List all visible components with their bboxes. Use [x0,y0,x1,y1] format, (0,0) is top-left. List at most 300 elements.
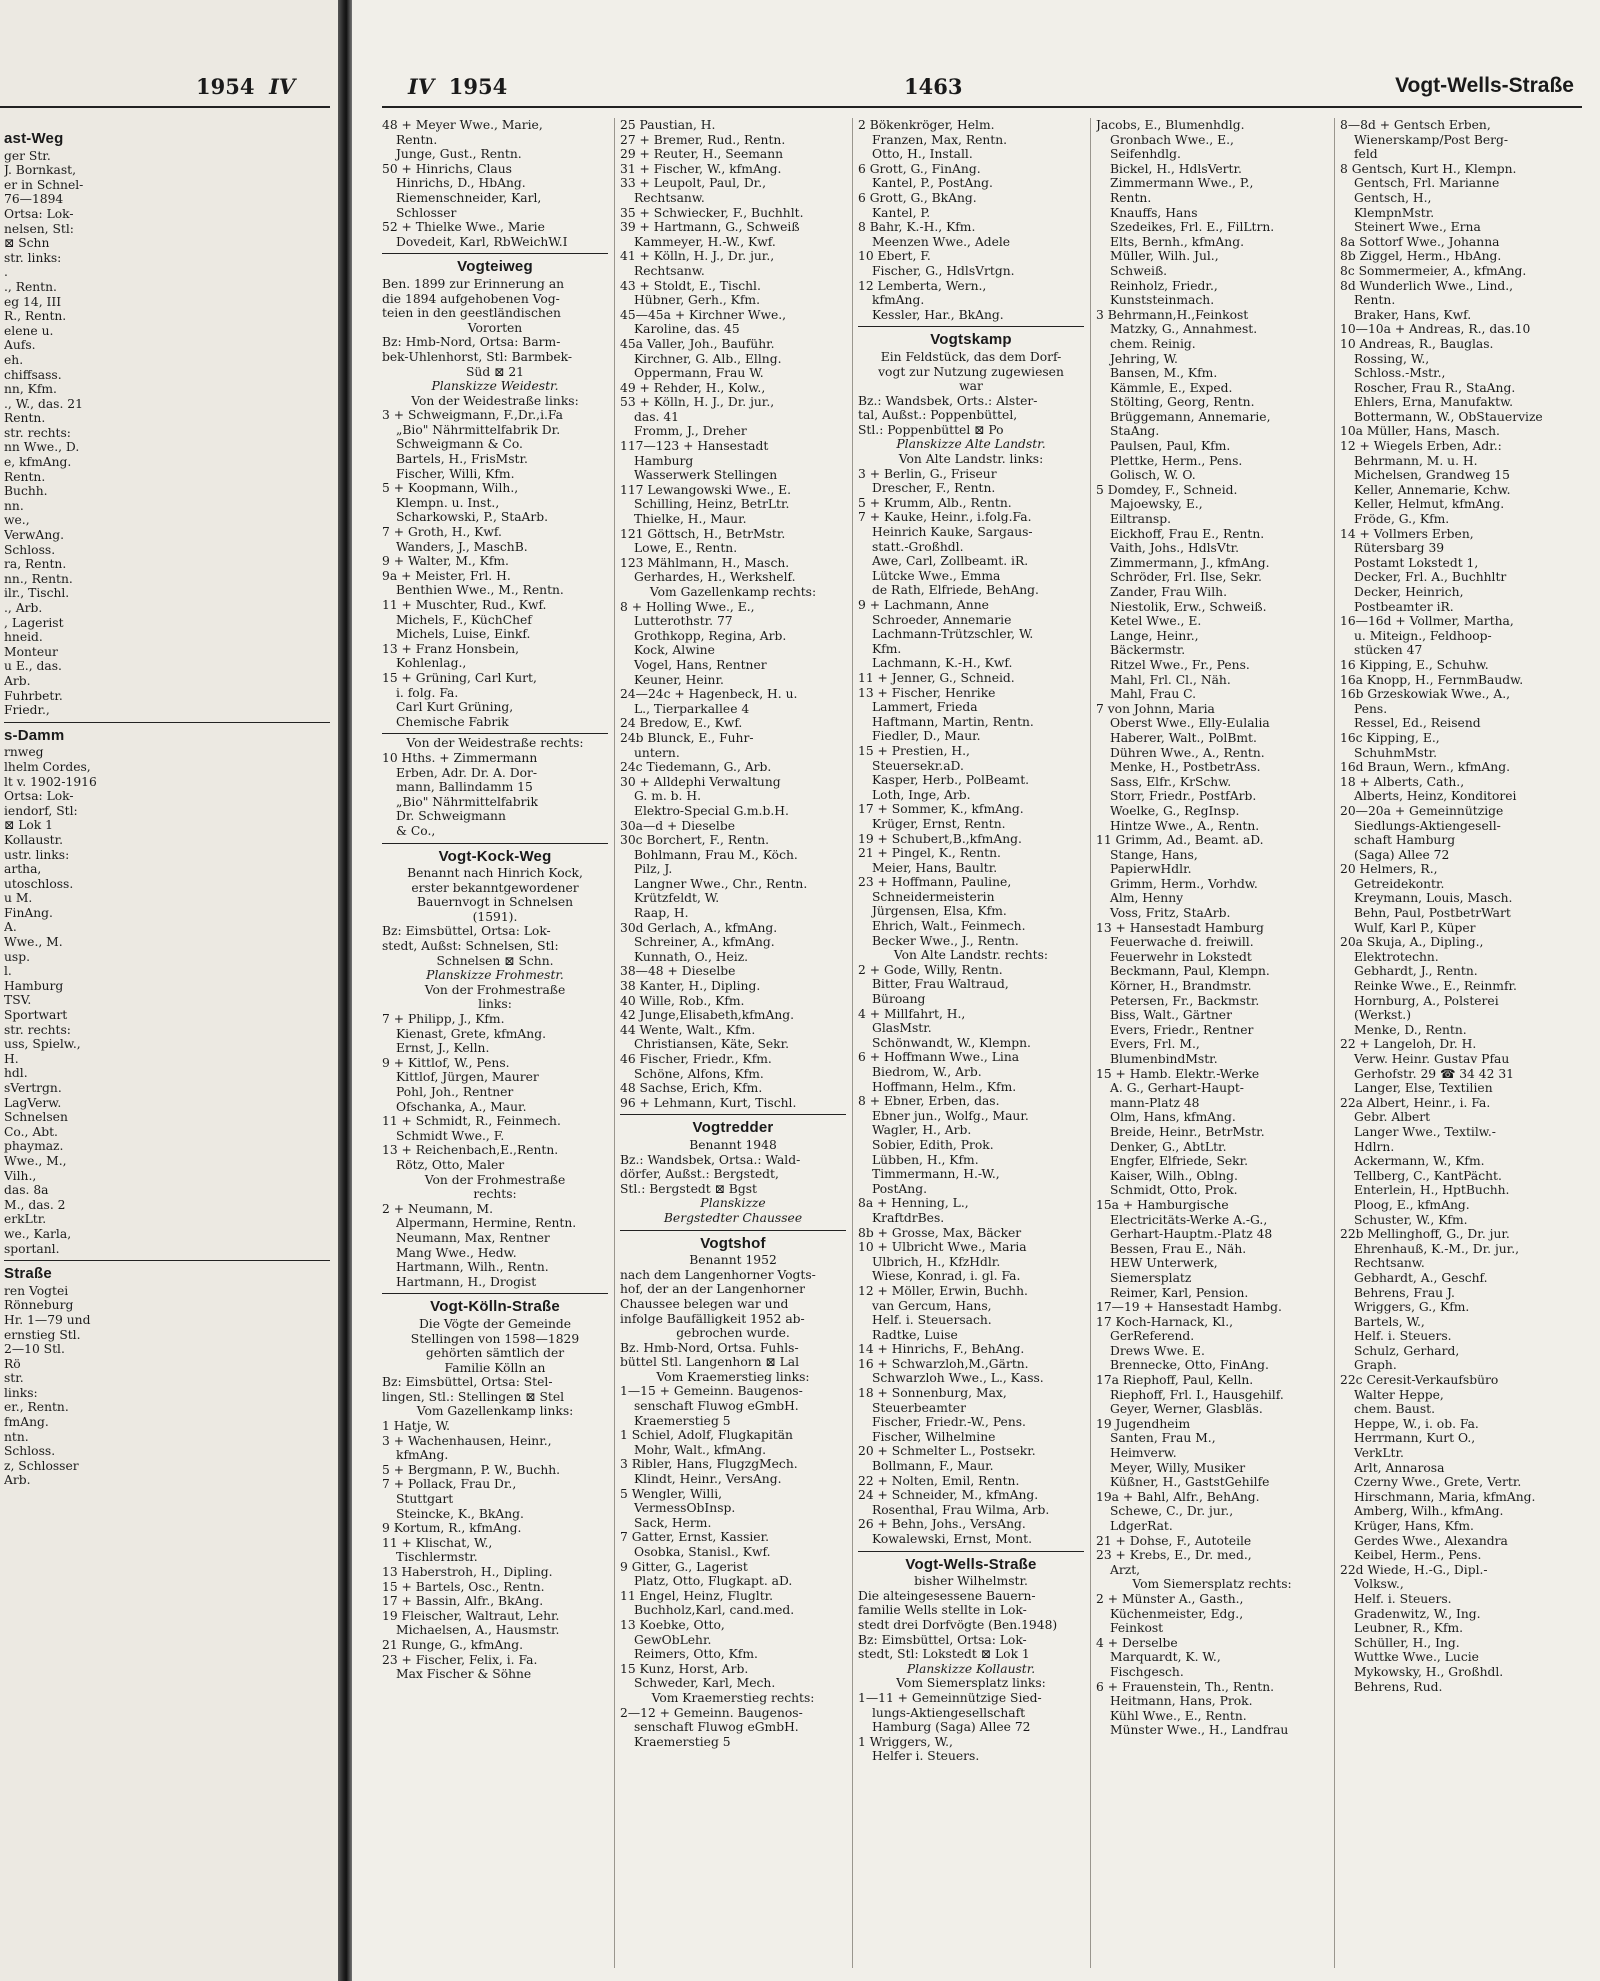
directory-line: 24c Tiedemann, G., Arb. [620,760,772,775]
directory-line: SchuhmMstr. [1354,745,1438,760]
directory-line: Vom Kraemerstieg links: [656,1369,810,1384]
directory-line: Wanders, J., MaschB. [396,539,528,554]
directory-line: 19 Fleischer, Waltraut, Lehr. [382,1608,560,1623]
directory-line: 21 Runge, G., kfmAng. [382,1637,523,1652]
directory-line: 7 + Kauke, Heinr., i.folg.Fa. [858,510,1032,525]
directory-line: 23 + Fischer, Felix, i. Fa. [382,1652,538,1667]
directory-line: Planskizze Alte Landstr. [896,437,1046,452]
directory-line: Feinkost [1110,1621,1164,1636]
directory-line: Rentn. [1354,293,1396,308]
directory-line: Behrens, Frau J. [1354,1285,1455,1300]
directory-line: 13 Koebke, Otto, [620,1617,725,1632]
directory-line: Fuhrbetr. [4,688,63,703]
directory-line: Fischer, Friedr.-W., Pens. [872,1415,1026,1430]
directory-line: Dovedeit, Karl, RbWeichW.I [396,234,568,249]
directory-line: 10 Andreas, R., Bauglas. [1340,336,1494,351]
directory-line: Ehrich, Walt., Feinmech. [872,919,1026,934]
directory-line: 30c Borchert, F., Rentn. [620,833,770,848]
directory-line: VerwAng. [4,528,65,543]
directory-line: 24—24c + Hagenbeck, H. u. [620,687,798,702]
directory-line: 6 Grott, G., BkAng. [858,190,977,205]
directory-line: Gerhofstr. 29 ☎ 34 42 31 [1354,1066,1514,1081]
directory-line: 10 Ebert, F. [858,249,931,264]
directory-line: 5 Domdey, F., Schneid. [1096,482,1238,497]
directory-line: 19 + Schubert,B.,kfmAng. [858,831,1022,846]
directory-line: Sobier, Edith, Prok. [872,1137,994,1152]
left-page-column [4,126,330,1981]
directory-line: Vom Siemersplatz rechts: [1132,1577,1292,1592]
directory-line: ., W., das. 21 [4,396,83,411]
directory-line: Rentn. [396,132,438,147]
directory-line: links: [4,1385,38,1400]
directory-line: Scharkowski, P., StaArb. [396,510,549,525]
directory-line: u E., das. [4,659,62,674]
directory-line: feld [1354,147,1378,162]
directory-line: Czerny Wwe., Grete, Vertr. [1354,1475,1522,1490]
directory-line: Postamt Lokstedt 1, [1354,555,1479,570]
directory-line: hneid. [4,630,43,645]
directory-line: stücken 47 [1354,643,1423,658]
directory-line: Müller, Wilh. Jul., [1110,249,1219,264]
directory-line: infolge Baufälligkeit 1952 ab- [620,1311,805,1326]
directory-line: Die alteingesessene Bauern- [858,1588,1036,1603]
directory-line: 7 von Johnn, Maria [1096,701,1215,716]
directory-line: 30 + Alldephi Verwaltung [620,774,781,789]
directory-line: Fischer, Willi, Kfm. [396,466,515,481]
directory-line: 30d Gerlach, A., kfmAng. [620,920,778,935]
directory-line: Vilh., [4,1168,37,1183]
directory-line: Gebhardt, J., Rentn. [1354,964,1478,979]
directory-line: das. 8a [4,1183,49,1198]
directory-line: 17 Koch-Harnack, Kl., [1096,1314,1234,1329]
directory-line: TSV. [4,993,32,1008]
directory-line: vogt zur Nutzung zugewiesen [878,364,1064,379]
directory-line: Breide, Heinr., BetrMstr. [1110,1124,1265,1139]
directory-line: 35 + Schwiecker, F., Buchhlt. [620,205,804,220]
directory-line: Otto, H., Install. [872,147,973,162]
directory-line: Lachmann, K.-H., Kwf. [872,656,1013,671]
directory-line: Kunnath, O., Heiz. [634,949,749,964]
directory-line: Schweigmann & Co. [396,437,523,452]
directory-line: Helfer i. Steuers. [872,1749,980,1764]
directory-line: 21 + Pingel, K., Rentn. [858,846,1001,861]
directory-line: phaymaz. [4,1139,64,1154]
directory-line: Beckmann, Paul, Klempn. [1110,964,1270,979]
directory-line: 24b Blunck, E., Fuhr- [620,730,754,745]
directory-line: Ulbrich, H., KfzHdlr. [872,1254,1001,1269]
directory-line: Elektrotechn. [1354,949,1439,964]
directory-line: , Lagerist [4,615,64,630]
directory-line: Bz.: Wandsbek, Orts.: Alster- [858,393,1038,408]
directory-line: Hinrichs, D., HbAng. [396,176,526,191]
column-separator [614,118,615,1968]
directory-line: KlempnMstr. [1354,205,1435,220]
directory-line: Drews Wwe. E. [1110,1343,1205,1358]
street-heading: Vogt-Wells-Straße [905,1555,1037,1573]
directory-line: 2—12 + Gemeinn. Baugenos- [620,1705,803,1720]
directory-line: Lammert, Frieda [872,700,978,715]
directory-line: Heitmann, Hans, Prok. [1110,1694,1253,1709]
directory-line: Stuttgart [396,1492,454,1507]
directory-line: 13 + Franz Honsbein, [382,641,520,656]
directory-line: Kienast, Grete, kfmAng. [396,1026,546,1041]
directory-line: Bz: Eimsbüttel, Ortsa: Lok- [858,1632,1027,1647]
directory-line: senschaft Fluwog eGmbH. [634,1399,799,1414]
directory-line: 1 Hatje, W. [382,1419,451,1434]
directory-line: Plettke, Herm., Pens. [1110,453,1243,468]
directory-line: Rechtsanw. [634,263,705,278]
directory-line: FinAng. [4,905,53,920]
directory-line: gebrochen wurde. [676,1326,790,1341]
directory-line: Schlosser [396,205,457,220]
book-gutter [338,0,352,1981]
directory-line: 24 + Schneider, M., kfmAng. [858,1488,1039,1503]
directory-line: Langner Wwe., Chr., Rentn. [634,876,808,891]
directory-line: 3 Ribler, Hans, FlugzgMech. [620,1457,798,1472]
column-separator [1090,118,1091,1968]
section-rule [4,1260,330,1261]
directory-line: 50 + Hinrichs, Claus [382,161,512,176]
directory-line: 17 + Sommer, K., kfmAng. [858,802,1024,817]
directory-line: mann, Ballindamm 15 [396,780,533,795]
directory-line: 1 Schiel, Adolf, Flugkapitän [620,1428,793,1443]
directory-line: 11 + Jenner, G., Schneid. [858,670,1015,685]
directory-line: Braker, Hans, Kwf. [1354,307,1472,322]
directory-line: Bickel, H., HdlsVertr. [1110,161,1242,176]
directory-line: 16a Knopp, H., FernmBaudw. [1340,672,1524,687]
directory-line: dörfer, Außst.: Bergstedt, [620,1167,779,1182]
directory-line: Chemische Fabrik [396,714,509,729]
section-rule [858,1551,1084,1552]
directory-line: R., Rentn. [4,309,67,324]
directory-line: Platz, Otto, Flugkapt. aD. [634,1574,793,1589]
directory-line: Wwe., M. [4,935,63,950]
directory-line: Helf. i. Steuers. [1354,1329,1452,1344]
directory-line: 3 + Wachenhausen, Heinr., [382,1433,552,1448]
directory-line: eh. [4,352,24,367]
directory-line: Volksw., [1354,1577,1404,1592]
directory-line: Osobka, Stanisl., Kwf. [634,1545,771,1559]
directory-line: 117 Lewangowski Wwe., E. [620,482,792,497]
directory-line: 20a Skuja, A., Dipling., [1340,935,1484,950]
directory-line: Bz: Eimsbüttel, Ortsa: Lok- [382,924,551,939]
directory-line: Tischlermstr. [396,1550,478,1565]
directory-line: Feuerwache d. freiwill. [1110,935,1254,950]
directory-line: 22c Ceresit-Verkaufsbüro [1340,1373,1499,1388]
directory-line: Kittlof, Jürgen, Maurer [396,1070,539,1085]
directory-line: 31 + Fischer, W., kfmAng. [620,161,782,176]
directory-line: 10a Müller, Hans, Masch. [1340,424,1500,439]
directory-line: Mohr, Walt., kfmAng. [634,1442,767,1457]
directory-line: Krützfeldt, W. [634,891,720,906]
directory-line: Leubner, R., Kfm. [1354,1621,1464,1636]
directory-line: 8—8d + Gentsch Erben, [1340,118,1491,132]
directory-line: KraftdrBes. [872,1210,945,1225]
directory-line: Arb. [4,673,31,688]
directory-line: nn., Rentn. [4,571,73,586]
directory-line: 5 Wengler, Willi, [620,1486,723,1501]
directory-line: 6 Grott, G., FinAng. [858,161,981,176]
directory-line: Menke, D., Rentn. [1354,1022,1467,1037]
directory-line: Evers, Frl. M., [1110,1037,1200,1052]
directory-line: er., Rentn. [4,1400,69,1415]
directory-line: (Werkst.) [1354,1008,1411,1023]
directory-line: 13 + Hansestadt Hamburg [1096,920,1264,935]
directory-line: 42 Junge,Elisabeth,kfmAng. [620,1008,795,1023]
section-rule [382,733,608,734]
directory-line: Vom Gazellenkamp links: [416,1404,574,1419]
directory-line: Bz: Hmb-Nord, Ortsa: Barm- [382,335,561,350]
directory-line: Karoline, das. 45 [634,322,740,337]
directory-line: Mahl, Frl. Cl., Näh. [1110,672,1231,687]
directory-line: untern. [634,745,680,760]
directory-line: Behrmann, M. u. H. [1354,453,1478,468]
directory-line: Wagler, H., Arb. [872,1123,972,1138]
directory-line: war [959,379,983,394]
directory-line: Alberts, Heinz, Konditorei [1354,789,1517,804]
directory-line: Lachmann-Trützschler, W. [872,627,1034,642]
directory-line: Engfer, Elfriede, Sekr. [1110,1154,1249,1169]
directory-line: 2 Bökenkröger, Helm. [858,118,995,132]
directory-line: elene u. [4,323,54,338]
running-title: Vogt-Wells-Straße [1395,74,1574,97]
directory-line: Electricitäts-Werke A.-G., [1110,1212,1268,1227]
directory-line: Steincke, K., BkAng. [396,1506,524,1521]
column-separator [852,118,853,1968]
directory-line: 14 + Vollmers Erben, [1340,526,1474,541]
directory-line: L., Tierparkallee 4 [634,701,750,716]
directory-line: Grimm, Herm., Vorhdw. [1110,876,1258,891]
directory-line: Friedr., [4,703,50,718]
directory-line: 5 + Koopmann, Wilh., [382,481,519,496]
directory-line: er in Schnel- [4,177,84,192]
street-heading: s-Damm [4,726,65,744]
directory-line: Tellberg, C., KantPächt. [1354,1168,1502,1183]
directory-line: Oppermann, Frau W. [634,366,764,381]
directory-line: i. folg. Fa. [396,685,459,700]
directory-line: teien in den geestländischen [382,306,561,321]
directory-line: 4 + Millfahrt, H., [858,1006,966,1021]
directory-line: 15 + Grüning, Carl Kurt, [382,670,537,685]
directory-line: Keuner, Heinr. [634,672,724,687]
directory-line: Alpermann, Hermine, Rentn. [396,1216,577,1231]
directory-line: Schneidermeisterin [872,889,995,904]
directory-line: die 1894 aufgehobenen Vog- [382,291,560,306]
directory-line: Kasper, Herb., PolBeamt. [872,773,1030,788]
directory-line: 17 + Bassin, Alfr., BkAng. [382,1594,544,1609]
directory-line: str. rechts: [4,1022,71,1037]
directory-line: Vom Gazellenkamp rechts: [649,585,817,599]
directory-line: Erben, Adr. Dr. A. Dor- [396,765,538,780]
directory-line: Arlt, Annarosa [1354,1460,1445,1475]
directory-line: 15 + Bartels, Osc., Rentn. [382,1579,545,1594]
directory-line: Bessen, Frau E., Näh. [1110,1241,1247,1256]
directory-line: 17—19 + Hansestadt Hambg. [1096,1300,1282,1315]
directory-line: BlumenbindMstr. [1110,1052,1218,1066]
directory-line: 45—45a + Kirchner Wwe., [620,307,787,322]
directory-line: 15 + Prestien, H., [858,743,970,758]
directory-line: Bottermann, W., ObStauervize [1354,409,1543,424]
directory-line: Riephoff, Frl. I., Hausgehilf. [1110,1387,1284,1402]
directory-line: Dühren Wwe., A., Rentn. [1110,745,1265,760]
directory-line: 13 + Reichenbach,E.,Rentn. [382,1143,559,1158]
directory-line: Lütcke Wwe., Emma [872,568,1001,583]
directory-line: Michels, Luise, Einkf. [396,627,531,642]
directory-line: Keller, Helmut, kfmAng. [1354,497,1505,512]
directory-line: Wuttke Wwe., Lucie [1354,1650,1479,1665]
directory-line: Riemenschneider, Karl, [396,190,542,205]
directory-line: Pilz, J. [634,862,673,877]
directory-line: Benthien Wwe., M., Rentn. [396,583,564,598]
directory-line: Fröde, G., Kfm. [1354,512,1450,527]
directory-line: 5 + Bergmann, P. W., Buchh. [382,1462,561,1477]
directory-line: Ein Feldstück, das dem Dorf- [880,349,1062,364]
directory-line: 33 + Leupolt, Paul, Dr., [620,176,767,191]
right-year: 1954 [448,74,508,99]
directory-line: Kaiser, Wilh., Oblng. [1110,1168,1238,1183]
directory-line: 52 + Thielke Wwe., Marie [382,220,545,235]
section-rule [620,1230,846,1231]
directory-line: Fischgesch. [1110,1664,1184,1679]
directory-line: Rentn. [4,469,46,484]
directory-line: Meenzen Wwe., Adele [872,234,1011,249]
directory-line: Siemersplatz [1110,1270,1192,1285]
directory-line: Planskizze Weidestr. [431,379,559,394]
directory-line: Fischer, G., HdlsVrtgn. [872,263,1015,278]
directory-line: 16d Braun, Wern., kfmAng. [1340,760,1511,775]
directory-line: Ben. 1899 zur Erinnerung an [382,276,565,291]
directory-line: ustr. links: [4,847,70,862]
directory-line: 8d Wunderlich Wwe., Lind., [1340,278,1514,293]
directory-line: Rosenthal, Frau Wilma, Arb. [872,1502,1050,1517]
directory-line: 17a Riephoff, Paul, Kelln. [1096,1373,1254,1388]
directory-line: Rentn. [4,411,46,426]
directory-line: 11 + Schmidt, R., Feinmech. [382,1114,561,1129]
directory-line: Geyer, Werner, Glasbläs. [1110,1402,1263,1417]
directory-line: 20—20a + Gemeinnützige [1340,803,1504,818]
section-rule [382,253,608,254]
directory-line: nn Wwe., D. [4,440,80,455]
directory-line: 8 + Ebner, Erben, das. [858,1094,1000,1109]
directory-line: 8 Bahr, K.-H., Kfm. [858,220,976,235]
directory-line: Rö [4,1356,21,1371]
directory-line: 15a + Hamburgische [1096,1197,1229,1212]
directory-line: Vaith, Johs., HdlsVtr. [1110,541,1240,556]
directory-line: Roscher, Frau R., StaAng. [1354,380,1516,395]
directory-line: StaAng. [1110,424,1160,439]
directory-line: Kraemerstieg 5 [634,1413,731,1428]
directory-line: familie Wells stellte in Lok- [858,1603,1027,1618]
directory-line: 26 + Behn, Johs., VersAng. [858,1517,1026,1532]
column-separator [1334,118,1335,1968]
directory-line: . [4,265,8,280]
directory-line: Timmermann, H.-W., [872,1167,1000,1182]
directory-line: Verw. Heinr. Gustav Pfau [1354,1052,1510,1066]
directory-line: Biedrom, W., Arb. [872,1065,982,1079]
directory-line: Kunststeinmach. [1110,293,1215,308]
directory-line: 20 Helmers, R., [1340,862,1438,877]
directory-line: Buchh. [4,484,48,499]
directory-line: Menke, H., PostbetrAss. [1110,760,1261,775]
directory-line: 21 + Dohse, F., Autoteile [1096,1533,1252,1548]
directory-line: 8b Ziggel, Herm., HbAng. [1340,249,1502,264]
directory-line: Küßner, H., GaststGehilfe [1110,1475,1270,1490]
directory-line: Ehrenhauß, K.-M., Dr. jur., [1354,1241,1520,1256]
directory-line: LagVerw. [4,1095,62,1110]
right-page-header-left [408,74,507,99]
directory-line: 25 Paustian, H. [620,118,716,132]
page-number: 1463 [904,74,963,99]
directory-line: Bz. Hmb-Nord, Ortsa. Fuhls- [620,1340,799,1355]
directory-line: Münster Wwe., H., Landfrau [1110,1723,1289,1738]
directory-line: Bitter, Frau Waltraud, [872,977,1009,992]
street-heading: Vogtredder [692,1119,774,1137]
directory-line: rnweg [4,745,44,760]
directory-line: 22d Wiede, H.-G., Dipl.- [1340,1562,1488,1577]
directory-line: Meier, Hans, Baultr. [872,860,998,875]
directory-line: 7 Gatter, Ernst, Kassier. [620,1530,770,1545]
directory-line: Hr. 1—79 und [4,1312,91,1327]
directory-line: 44 Wente, Walt., Kfm. [620,1022,756,1037]
directory-line: Schulz, Gerhard, [1354,1343,1460,1358]
directory-line: u. Miteign., Feldhoop- [1354,628,1492,643]
directory-line: 8 Gentsch, Kurt H., Klempn. [1340,161,1517,176]
directory-line: Kantel, P. [872,205,931,220]
directory-line: Niestolik, Erw., Schweiß. [1110,599,1267,614]
directory-line: Kock, Alwine [634,643,715,658]
directory-line: 45a Valler, Joh., Bauführ. [620,336,775,351]
directory-line: Helf. i. Steuers. [1354,1591,1452,1606]
section-rule [382,843,608,844]
directory-line: hof, der an der Langenhorner [620,1282,806,1297]
directory-line: Schilling, Heinz, BetrLtr. [634,497,790,512]
directory-line: GlasMstr. [872,1021,932,1036]
directory-line: ntn. [4,1429,29,1444]
directory-line: 12 + Wiegels Erben, Adr.: [1340,439,1502,454]
directory-line: Schnelsen [4,1110,68,1125]
directory-line: Die Vögte der Gemeinde [418,1316,572,1331]
directory-line: nn. [4,498,24,513]
directory-line: Bansen, M., Kfm. [1110,366,1218,381]
directory-line: Monteur [4,644,58,659]
directory-line: Bz.: Wandsbek, Ortsa.: Wald- [620,1152,801,1167]
directory-line: Bergstedter Chaussee [663,1210,803,1225]
directory-line: Co., Abt. [4,1124,58,1139]
directory-line: Jehring, W. [1110,351,1178,366]
directory-line: senschaft Fluwog eGmbH. [634,1720,799,1735]
directory-line: chiffsass. [4,367,62,382]
directory-line: 2 + Gode, Willy, Rentn. [858,962,1003,977]
directory-line: 8a Sottorf Wwe., Johanna [1340,234,1500,249]
directory-line: 1—15 + Gemeinn. Baugenos- [620,1384,803,1399]
directory-line: Büroang [872,992,926,1007]
directory-line: 30a—d + Dieselbe [620,818,736,833]
directory-line: 2 + Münster A., Gasth., [1096,1591,1244,1606]
directory-line: ., Arb. [4,601,43,615]
directory-line: Rütersbarg 39 [1354,541,1445,556]
directory-line: Benannt 1948 [689,1137,777,1152]
directory-line: 8b + Grosse, Max, Bäcker [858,1225,1022,1240]
directory-line: links: [478,997,512,1012]
directory-line: Pens. [1354,701,1388,716]
directory-line: Ofschanka, A., Maur. [396,1099,527,1114]
directory-line: 8c Sommermeier, A., kfmAng. [1340,263,1527,278]
directory-line: 13 + Fischer, Henrike [858,685,996,700]
directory-line: Aufs. [4,338,36,353]
directory-line: rechts: [473,1187,517,1202]
directory-line: Thielke, H., Maur. [634,512,747,527]
column-4 [1096,118,1328,1973]
